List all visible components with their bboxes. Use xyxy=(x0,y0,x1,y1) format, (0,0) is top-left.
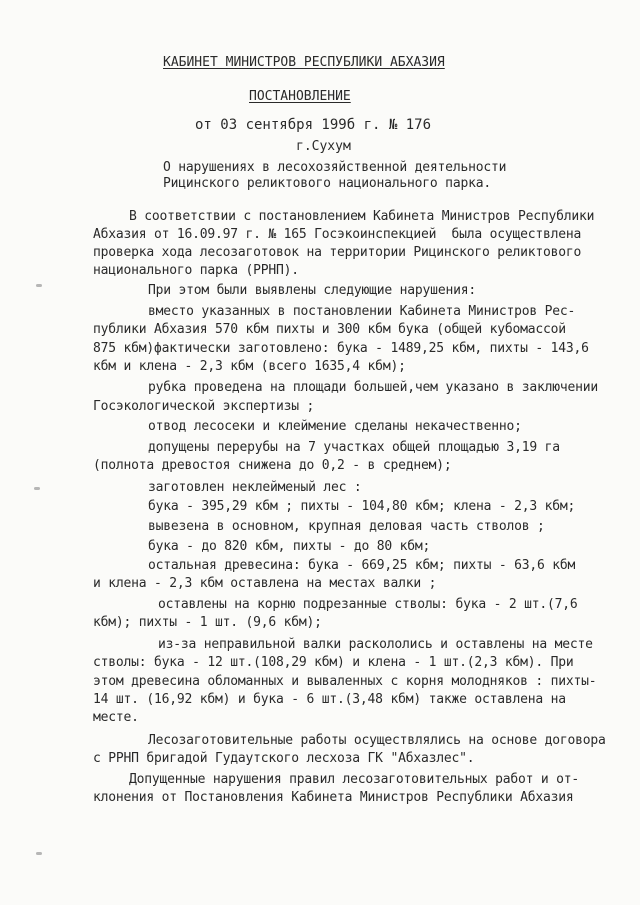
body-line: бука - до 820 кбм, пихты - до 80 кбм; xyxy=(148,539,431,554)
body-line: публики Абхазия 570 кбм пихты и 300 кбм бука (общей кубомассой xyxy=(93,322,566,337)
scan-mark xyxy=(34,487,40,490)
body-line: 14 шт. (16,92 кбм) и бука - 6 шт.(3,48 кбм) также оставлена на xyxy=(93,692,566,707)
scan-mark xyxy=(36,284,42,287)
body-line: национального парка (РРНП). xyxy=(93,263,299,278)
body-line: остальная древесина: бука - 669,25 кбм; пихты - 63,6 кбм xyxy=(148,558,576,573)
body-line: допущены перерубы на 7 участках общей площадью 3,19 га xyxy=(148,440,560,455)
body-line: кбм и клена - 2,3 кбм (всего 1635,4 кбм); xyxy=(93,359,406,374)
document-type: ПОСТАНОВЛЕНИЕ xyxy=(249,89,351,104)
body-line: из-за неправильной валки раскололись и оставлены на месте xyxy=(158,637,593,652)
org-title: КАБИНЕТ МИНИСТРОВ РЕСПУБЛИКИ АБХАЗИЯ xyxy=(163,55,445,70)
body-line: Допущенные нарушения правил лесозаготовительных работ и от- xyxy=(129,772,579,787)
body-line: При этом были выявлены следующие нарушения: xyxy=(148,283,476,298)
body-line: и клена - 2,3 кбм оставлена на местах валки ; xyxy=(93,576,437,591)
city: г.Сухум xyxy=(296,139,351,154)
body-line: отвод лесосеки и клеймение сделаны некачественно; xyxy=(148,419,522,434)
body-line: В соответствии с постановлением Кабинета Министров Республики xyxy=(129,209,595,224)
body-line: вместо указанных в постановлении Кабинета Министров Рес- xyxy=(148,304,576,319)
body-line: 875 кбм)фактически заготовлено: бука - 1489,25 кбм, пихты - 143,6 xyxy=(93,341,589,356)
body-line: бука - 395,29 кбм ; пихты - 104,80 кбм; клена - 2,3 кбм; xyxy=(148,499,576,514)
date-line: от 03 сентября 199б г. № 176 xyxy=(195,117,432,133)
body-line: оставлены на корню подрезанные стволы: бука - 2 шт.(7,6 xyxy=(158,597,578,612)
body-line: Лесозаготовительные работы осуществлялись на основе договора xyxy=(148,733,606,748)
body-line: с РРНП бригадой Гудаутского лесхоза ГК "Абхазлес". xyxy=(93,751,475,766)
body-line: клонения от Постановления Кабинета Министров Республики Абхазия xyxy=(93,790,574,805)
body-line: месте. xyxy=(93,710,139,725)
body-line: кбм); пихты - 1 шт. (9,6 кбм); xyxy=(93,615,322,630)
body-line: проверка хода лесозаготовок на территории Рицинского реликтового xyxy=(93,245,582,260)
subject-line-1: О нарушениях в лесохозяйственной деятельности xyxy=(163,160,507,175)
body-line: вывезена в основном, крупная деловая часть стволов ; xyxy=(148,519,545,534)
body-line: Абхазия от 16.09.97 г. № 165 Госэкоинспекцией была осуществлена xyxy=(93,227,582,242)
subject-line-2: Рицинского реликтового национального парка. xyxy=(163,176,491,191)
body-line: стволы: бука - 12 шт.(108,29 кбм) и клена - 1 шт.(2,3 кбм). При xyxy=(93,655,574,670)
body-line: (полнота древостоя снижена до 0,2 - в среднем); xyxy=(93,458,452,473)
body-line: Госэкологической экспертизы ; xyxy=(93,399,315,414)
body-line: заготовлен неклейменый лес : xyxy=(148,480,362,495)
body-line: рубка проведена на площади большей,чем указано в заключении xyxy=(148,380,598,395)
scan-mark xyxy=(36,852,42,855)
body-line: этом древесина обломанных и вываленных с корня молодняков : пихты- xyxy=(93,674,597,689)
